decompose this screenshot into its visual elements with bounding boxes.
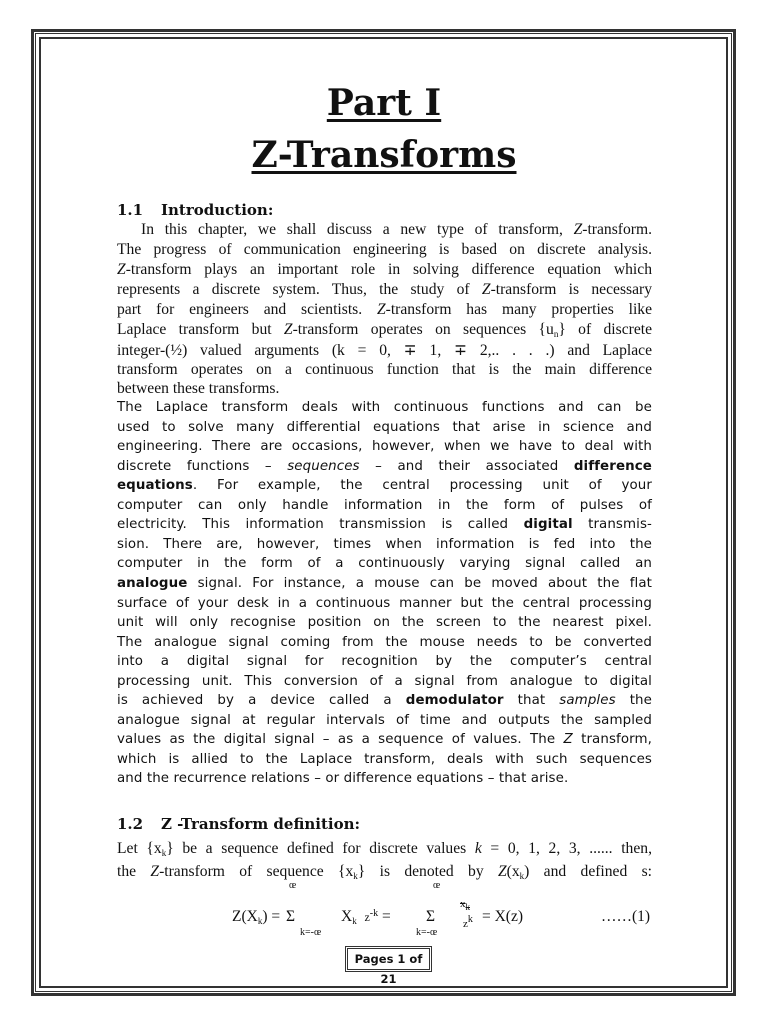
text-line (117, 261, 652, 279)
text-line (117, 400, 652, 415)
text-run: difference (573, 458, 652, 474)
sigma-symbol: Σ (426, 908, 436, 925)
chapter-title: Z-Transforms (251, 134, 517, 176)
text-run: processing unit. This conversion of a signal from analogue to digital (117, 673, 652, 689)
text-run: transmis- (572, 517, 652, 533)
text-run: sequences (287, 458, 360, 474)
text-run: demodulator (405, 693, 504, 709)
text-line (117, 301, 652, 319)
text-run: In this chapter, we shall discuss a new type of transform, (141, 221, 574, 238)
sum-lower-limit: k=-œ (416, 927, 438, 938)
text-run: -transform operates on sequences {u (292, 321, 554, 338)
text-run: discrete functions – (117, 458, 288, 474)
text-run: The progress of communication engineering is based on discrete analysis. (117, 241, 652, 258)
text-run: analogue signal at regular intervals of time and outputs the sampled (117, 712, 652, 728)
text-run: used to solve many differential equations that arise in science and (117, 419, 652, 435)
sum-upper-limit: œ (433, 880, 441, 891)
section-title: Z -Transform definition: (161, 815, 361, 833)
text-line (117, 863, 652, 881)
fraction-numerator: $x_k$ (460, 898, 470, 912)
text-line (117, 241, 652, 259)
text-run: – and their associated (359, 458, 574, 474)
text-run: values as the digital signal – as a sequence of values. The (117, 732, 564, 748)
text-run: into a digital signal for recognition by the computer’s central (117, 654, 652, 670)
text-line (117, 361, 652, 379)
text-run: represents a discrete system. Thus, the study of (117, 281, 482, 298)
text-line (117, 380, 652, 398)
text-line (117, 281, 652, 299)
text-line (117, 321, 652, 339)
section-number: 1.1 (117, 201, 144, 219)
part-title: Part I (326, 82, 442, 124)
equation-lhs: $Z(X_k)$ = (232, 908, 281, 926)
section-number: 1.2 (117, 815, 144, 833)
text-line (117, 537, 652, 552)
text-run: between these transforms. (117, 380, 280, 397)
section-heading-introduction (117, 201, 273, 219)
text-run: k (161, 848, 167, 858)
text-run: which is allied to the Laplace transform, deals with such sequences (117, 751, 652, 767)
text-line (117, 732, 652, 747)
text-run: and the recurrence relations – or difference equations – that arise. (117, 771, 569, 787)
section-title: Introduction: (161, 201, 274, 219)
text-run: samples (559, 693, 616, 709)
text-line (117, 752, 652, 767)
text-line (117, 674, 652, 689)
equation-term: $X_k$ $z^{-k}$ = (341, 908, 391, 926)
equation-label: ……(1) (601, 908, 651, 925)
text-line (117, 478, 652, 493)
sum-upper-limit: œ (289, 880, 297, 891)
text-line (117, 635, 652, 650)
text-line (141, 221, 652, 239)
text-run: equations (117, 478, 193, 494)
text-line (117, 596, 652, 611)
text-line (117, 498, 652, 513)
text-run: -transform has many properties like (385, 301, 652, 318)
text-run: k (474, 840, 482, 857)
text-run: the (615, 693, 652, 709)
text-run: Z (481, 281, 491, 298)
text-run: transform operates on a continuous function that is the main difference (117, 361, 652, 378)
text-run: signal. For instance, a mouse can be moved about the flat (187, 575, 652, 591)
text-run: computer in the form of a continuously varying signal called an (117, 556, 652, 572)
text-run: the (117, 863, 151, 880)
text-line (117, 771, 652, 786)
text-line (117, 556, 652, 571)
text-run: unit will only recognise position on the screen to the nearest pixel. (117, 615, 652, 631)
equation-rhs: = X(z) (482, 908, 524, 925)
text-run: n (553, 329, 559, 339)
sum-lower-limit: k=-œ (300, 927, 322, 938)
text-run: part for engineers and scientists. (117, 301, 377, 318)
text-run: computer can only handle information in the form of pulses of (117, 497, 652, 513)
text-line (117, 439, 652, 454)
text-run: Let {x (117, 840, 162, 857)
text-line (117, 713, 652, 728)
text-run: = 0, 1, 2, 3, ...... then, (481, 840, 652, 857)
text-line (117, 420, 652, 435)
text-run: The analogue signal coming from the mouse needs to be converted (117, 634, 652, 650)
sigma-symbol: Σ (286, 908, 296, 925)
text-run: Laplace transform but (117, 321, 284, 338)
text-run: ) and defined s: (524, 863, 653, 880)
text-run: -transform plays an important role in solving difference equation which (125, 261, 652, 278)
text-run: electricity. This information transmission is called (117, 517, 524, 533)
section-heading-definition (117, 815, 360, 833)
text-run: digital (523, 517, 573, 533)
text-run: surface of your desk in a continuous manner but the central processing (117, 595, 652, 611)
text-run: } be a sequence defined for discrete values (166, 840, 475, 857)
text-run: that (503, 693, 560, 709)
text-line (117, 459, 652, 474)
text-run: Z (150, 863, 160, 880)
text-run: (x (506, 863, 520, 880)
text-run: sion. There are, however, times when information is fed into the (117, 536, 652, 552)
text-line (117, 341, 652, 360)
text-run: analogue (117, 575, 188, 591)
text-run: } is denoted by (357, 863, 498, 880)
text-run: engineering. There are occasions, however, when we have to deal with (117, 439, 652, 455)
fraction-denominator: zk (463, 914, 473, 930)
text-run: Z (573, 221, 583, 238)
text-run: integer-(½) valued arguments (k = 0, ∓ 1, ∓ 2,.. . . .) and Laplace (117, 342, 652, 359)
text-run: transform, (572, 732, 652, 748)
text-run: Z (376, 301, 386, 318)
text-line (117, 615, 652, 630)
text-line (117, 840, 652, 858)
text-run: Z (563, 732, 573, 748)
text-run: Z (117, 261, 126, 278)
text-run: k (519, 871, 525, 881)
text-run: . For example, the central processing unit of your (192, 478, 652, 494)
text-run: } of discrete (558, 321, 652, 338)
text-run: is achieved by a device called a (117, 693, 406, 709)
text-run: -transform. (582, 221, 652, 238)
text-line (117, 517, 652, 532)
text-run: -transform is necessary (490, 281, 652, 298)
text-run: Z (283, 321, 293, 338)
text-run: The Laplace transform deals with continuous functions and can be (117, 400, 652, 415)
text-line (117, 576, 652, 591)
text-run: Z (497, 863, 507, 880)
text-run: k (353, 871, 358, 881)
text-line (117, 693, 652, 708)
text-line (117, 654, 652, 669)
text-run: -transform of sequence {x (159, 863, 354, 880)
page-number-box: Pages 1 of 21 (345, 946, 432, 972)
